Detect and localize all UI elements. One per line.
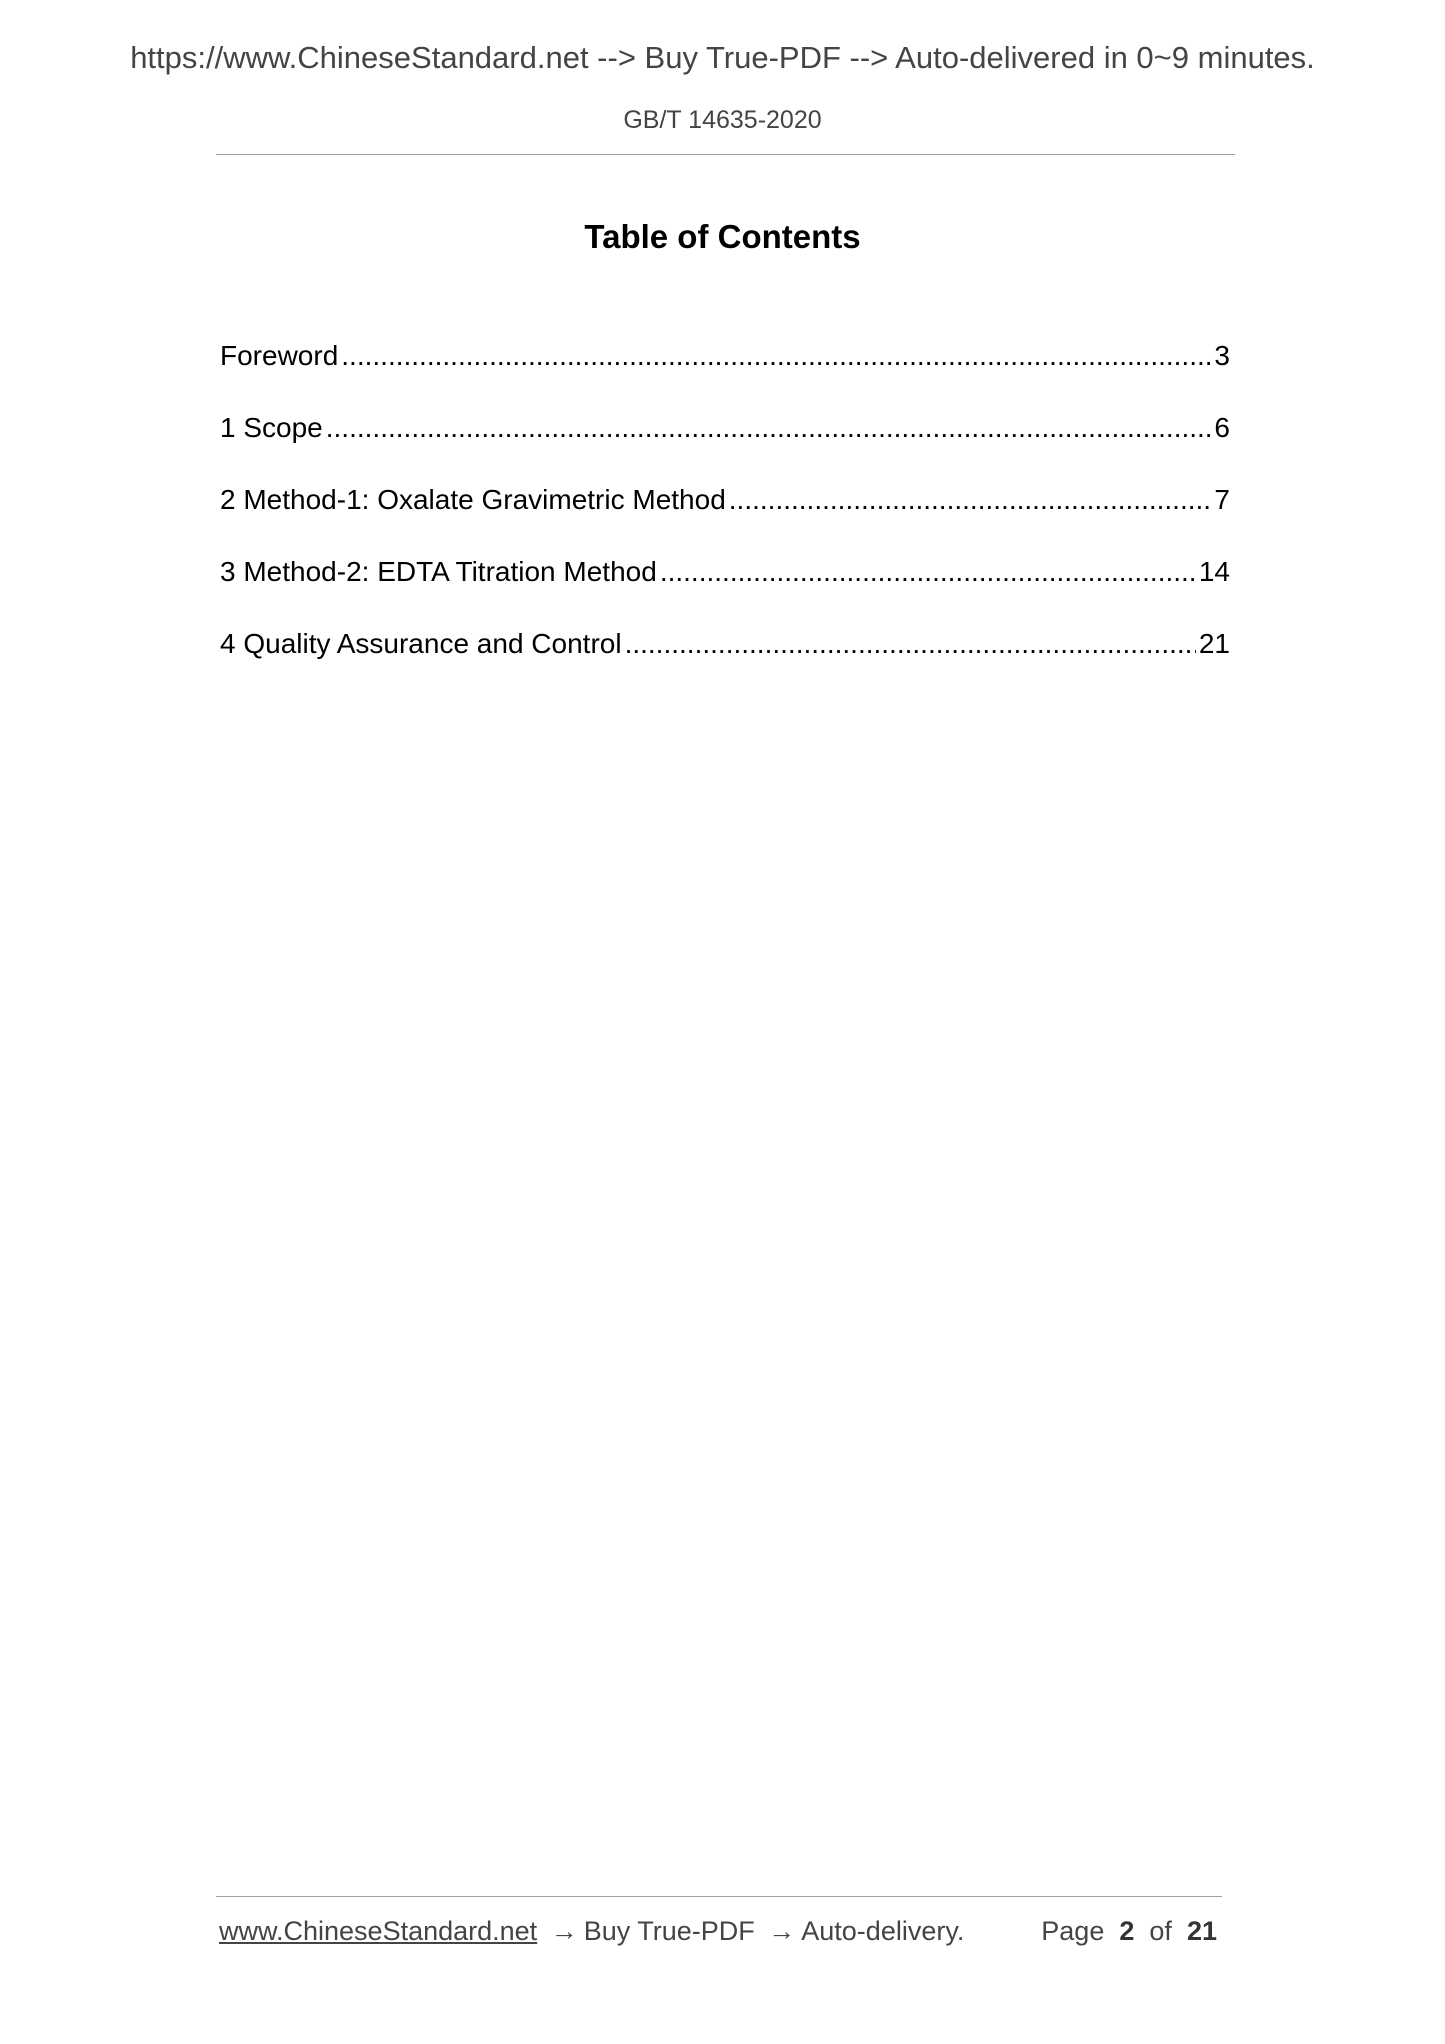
page-word: Page: [1041, 1916, 1105, 1946]
footer-promo: [219, 1916, 964, 1947]
toc-leader-dots: [341, 338, 1211, 374]
toc-entry-page: 14: [1198, 556, 1230, 587]
toc-entry-page: 7: [1214, 484, 1230, 515]
document-id: GB/T 14635-2020: [623, 106, 822, 134]
toc-entry-method-1[interactable]: [220, 482, 1230, 554]
toc-entry-page: 6: [1214, 412, 1230, 443]
toc-list: [220, 338, 1230, 698]
toc-entry-text: Foreword: [220, 340, 339, 371]
toc-leader-dots: [625, 626, 1196, 662]
toc-leader-dots: [660, 554, 1196, 590]
toc-entry-text: 3 Method-2: EDTA Titration Method: [220, 556, 657, 587]
page-total: 21: [1186, 1916, 1217, 1946]
of-word: of: [1149, 1916, 1172, 1946]
toc-entry-method-2[interactable]: [220, 554, 1230, 626]
toc-entry-page: 3: [1214, 340, 1230, 371]
toc-entry-text: 4 Quality Assurance and Control: [220, 628, 622, 659]
toc-entry-scope[interactable]: [220, 410, 1230, 482]
top-banner[interactable]: https://www.ChineseStandard.net --> Buy True-PDF --> Auto-delivered in 0~9 minutes.: [130, 40, 1315, 75]
toc-entry-quality-assurance[interactable]: [220, 626, 1230, 698]
toc-entry-foreword[interactable]: [220, 338, 1230, 410]
page-current: 2: [1119, 1916, 1135, 1946]
footer-site-link[interactable]: www.ChineseStandard.net: [219, 1916, 538, 1946]
toc-entry-page: 21: [1198, 628, 1230, 659]
toc-entry-text: 2 Method-1: Oxalate Gravimetric Method: [220, 484, 726, 515]
header-divider: [216, 154, 1235, 155]
toc-leader-dots: [326, 410, 1212, 446]
toc-entry-text: 1 Scope: [220, 412, 323, 443]
arrow-right-icon: →: [768, 1916, 796, 1946]
footer-divider: [216, 1896, 1222, 1897]
footer-buy-text: Buy True-PDF: [583, 1916, 755, 1946]
footer-delivery-text: Auto-delivery.: [801, 1916, 965, 1946]
arrow-right-icon: →: [550, 1916, 578, 1946]
toc-title: Table of Contents: [584, 218, 861, 255]
toc-leader-dots: [729, 482, 1212, 518]
page-number: [1041, 1916, 1217, 1947]
